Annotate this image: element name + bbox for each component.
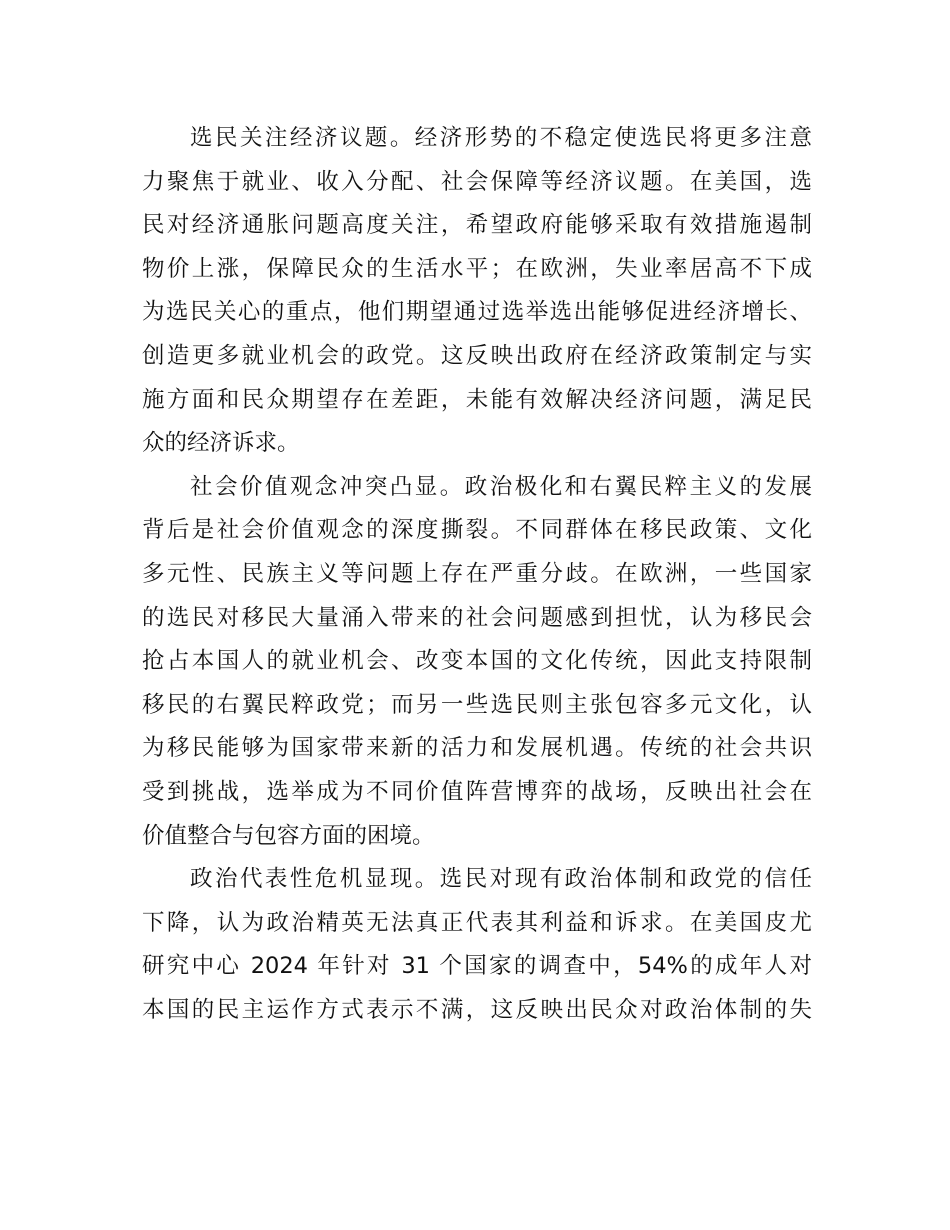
text-line: 研究中心 2024 年针对 31 个国家的调查中，54%的成年人对	[142, 953, 812, 980]
text-line: 政治代表性危机显现。选民对现有政治体制和政党的信任	[190, 866, 812, 893]
paragraph-economic-issues	[142, 117, 812, 466]
text-line: 力聚焦于就业、收入分配、社会保障等经济议题。在美国，选	[142, 168, 812, 195]
text-line: 价值整合与包容方面的困境。	[142, 822, 435, 849]
text-line: 移民的右翼民粹政党；而另一些选民则主张包容多元文化，认	[142, 691, 812, 718]
text-line: 的选民对移民大量涌入带来的社会问题感到担忧，认为移民会	[142, 604, 812, 631]
text-line: 多元性、民族主义等问题上存在严重分歧。在欧洲，一些国家	[142, 560, 812, 587]
text-line: 下降，认为政治精英无法真正代表其利益和诉求。在美国皮尤	[142, 909, 812, 936]
document-page	[142, 117, 812, 1032]
paragraph-social-values	[142, 466, 812, 858]
text-line: 为移民能够为国家带来新的活力和发展机遇。传统的社会共识	[142, 735, 812, 762]
text-line: 受到挑战，选举成为不同价值阵营博弈的战场，反映出社会在	[142, 778, 812, 805]
text-line: 选民关注经济议题。经济形势的不稳定使选民将更多注意	[190, 125, 812, 151]
text-line: 创造更多就业机会的政党。这反映出政府在经济政策制定与实	[142, 342, 812, 369]
text-line: 众的经济诉求。	[142, 430, 300, 457]
text-line: 背后是社会价值观念的深度撕裂。不同群体在移民政策、文化	[142, 517, 812, 544]
text-line: 为选民关心的重点，他们期望通过选举选出能够促进经济增长、	[142, 299, 812, 326]
text-line: 民对经济通胀问题高度关注，希望政府能够采取有效措施遏制	[142, 212, 812, 239]
text-line: 社会价值观念冲突凸显。政治极化和右翼民粹主义的发展	[190, 473, 812, 500]
text-line: 物价上涨，保障民众的生活水平；在欧洲，失业率居高不下成	[142, 255, 812, 282]
paragraph-representation-crisis	[142, 858, 812, 1032]
text-line: 抢占本国人的就业机会、改变本国的文化传统，因此支持限制	[142, 648, 812, 675]
text-line: 本国的民主运作方式表示不满，这反映出民众对政治体制的失	[142, 996, 812, 1023]
text-line: 施方面和民众期望存在差距，未能有效解决经济问题，满足民	[142, 386, 812, 413]
